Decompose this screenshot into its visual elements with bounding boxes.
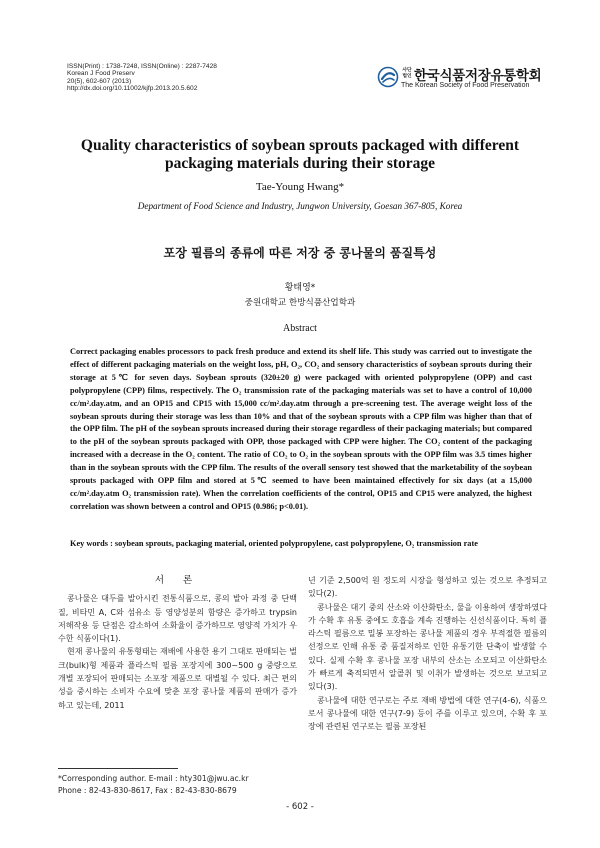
society-corp-label: 사단 법인 xyxy=(402,68,412,79)
abstract-heading: Abstract xyxy=(283,323,317,334)
korean-affiliation: 중원대학교 한방식품산업학과 xyxy=(244,298,356,308)
korean-author: 황태영* xyxy=(284,283,316,293)
issn-line: ISSN(Print) : 1738-7248, ISSN(Online) : 2287-7428 xyxy=(67,63,217,70)
intro-paragraph-2: 현재 콩나물의 유통형태는 재배에 사용한 용기 그대로 판매되는 벌크(bulk)형 제품과 플라스틱 필름 포장지에 300~500 g 중량으로 개별 포장되어 판매되는 소포장 제품으로 대별될 수 있다. 최근 편의성을 중시하는 소비자 수요에 맞춘 포장 콩나물 제품의 판매가 증가하고 있는데, 2011 xyxy=(58,647,297,710)
abstract-body xyxy=(70,346,532,514)
footnote-divider xyxy=(58,768,178,769)
journal-name: Korean J Food Preserv xyxy=(67,70,135,78)
paper-title-line-1: Quality characteristics of soybean sprouts packaged with different xyxy=(80,137,520,154)
paper-title-line-2: packaging materials during their storage xyxy=(164,155,436,172)
introduction-heading: 서 론 xyxy=(154,575,201,586)
volume-line: 20(5), 602-607 (2013) xyxy=(67,77,132,85)
doi-link[interactable]: http://dx.doi.org/10.11002/kjfp.2013.20.5.602 xyxy=(67,85,198,93)
society-emblem-icon xyxy=(377,66,399,88)
paper-title xyxy=(40,137,560,173)
journal-info xyxy=(67,63,217,93)
abstract-text: Correct packaging enables processors to pack fresh produce and extend its shelf life. This study was carried out to investigate the effect of different packaging materials on the weight loss, pH, O₂, CO₂ and sensory characteristics of soybean sprouts during their storage at 5℃ for seven days. Soybean sprouts (320±20 g) were packaged with oriented polypropylene (OPP) and cast polypropylene (CPP) films, respectively. The O₂ transmission rate of the packaging materials was set to have a control of 10,000 cc/m².day.atm, and an OP15 and CP15 with 15,000 cc/m².day.atm through a pre-screening test. The average weight loss of the soybean sprouts during their storage was less than 10% and that of the soybean sprouts with a CPP film was higher than that of the OPP film. The pH of the soybean sprouts increased during their storage regardless of their packaging materials; but compared to the pH of the soybean sprouts packaged with OPP, those packaged with CPP were higher. The CO₂ content of the packaging increased with a decrease in the O₂ content. The ratio of CO₂ to O₂ in the soybean sprouts with the OPP film was 3.5 times higher than in the soybean sprouts with the CPP film. The results of the overall sensory test showed that the marketability of the soybean sprouts packaged with OPP film and stored at 5℃ seemed to have been maintained effectively for six days (at a 15,000 cc/m².day.atm O₂ transmission rate). When the correlation coefficients of the control, OP15 and CP15 were analyzed, the highest correlation was shown between a control and OP15 (0.986; p<0.01). xyxy=(70,347,532,511)
footnote-phone: Phone : 82-43-830-8617, Fax : 82-43-830-8679 xyxy=(58,785,237,795)
page-number: - 602 - xyxy=(286,802,314,812)
intro-paragraph-3: 콩나물은 대기 중의 산소와 이산화탄소, 물을 이용하여 생장하였다가 수확 후 유통 중에도 호흡을 계속 진행하는 신선식품이다. 특히 플라스틱 필름으로 밀봉 포장하는 콩나물 제품의 경우 부적절한 필름의 선정으로 인해 유통 중 품질저하로 인한 유통기한 단축이 발생할 수 있다. 실제 수확 후 콩나물 포장 내부의 산소는 소모되고 이산화탄소가 빠르게 축적되면서 알콜취 및 이취가 발생하는 것으로 보고되고 있다(3). xyxy=(308,602,547,692)
left-column xyxy=(58,574,297,712)
author-name: Tae-Young Hwang* xyxy=(255,181,345,193)
society-name-ko: 한국식품저장유통학회 xyxy=(414,68,542,84)
intro-paragraph-1: 콩나물은 대두를 발아시킨 전통식품으로, 콩의 발아 과정 중 단백질, 비타민 A, C와 섬유소 등 영양성분의 함량은 증가하고 trypsin 저해작용 등 단점은 감소하여 소화율이 증가하므로 영양적 가치가 우수한 식품이다(1). xyxy=(58,594,297,644)
right-column xyxy=(308,574,547,734)
corresponding-author-footnote xyxy=(58,773,249,796)
intro-paragraph-2-cont: 년 기준 2,500억 원 정도의 시장을 형성하고 있는 것으로 추정되고 있다(2). xyxy=(308,576,547,599)
intro-paragraph-4: 콩나물에 대한 연구로는 주로 재배 방법에 대한 연구(4-6), 식품으로서 콩나물에 대한 연구(7-9) 등이 주를 이루고 있으며, 수확 후 포장에 관련된 연구로는 필름 포장된 xyxy=(308,695,547,732)
footnote-email: *Corresponding author. E-mail : hty301@jwu.ac.kr xyxy=(58,774,249,783)
author-affiliation: Department of Food Science and Industry, Jungwon University, Goesan 367-805, Korea xyxy=(137,201,463,211)
society-name-en: The Korean Society of Food Preservation xyxy=(401,82,530,89)
korean-title: 포장 필름의 종류에 따른 저장 중 콩나물의 품질특성 xyxy=(163,246,437,260)
society-logo xyxy=(377,64,547,96)
keywords: Key words : soybean sprouts, packaging material, oriented polypropylene, cast polypropylene, O₂ transmission rate xyxy=(70,539,478,548)
